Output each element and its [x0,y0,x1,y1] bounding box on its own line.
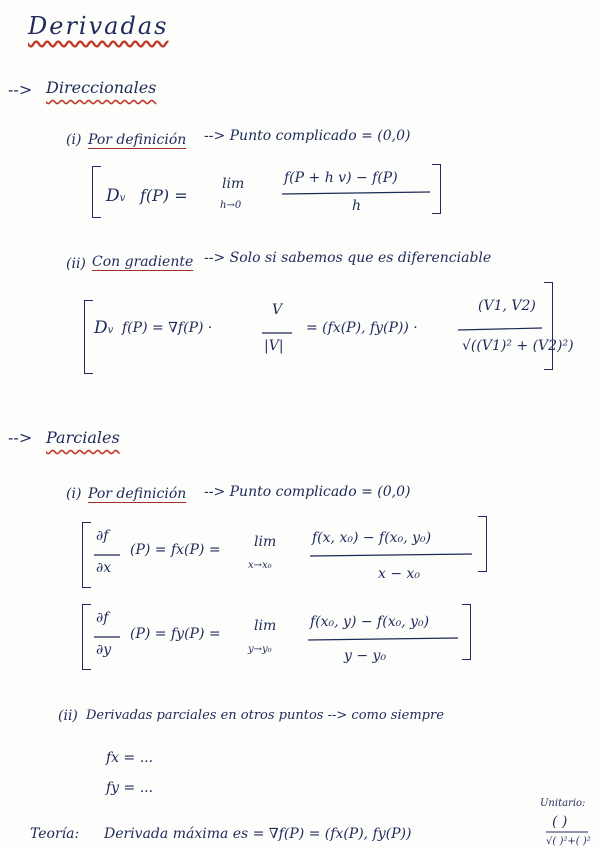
fraction-denominator: x − x₀ [378,566,421,582]
item-note: --> Punto complicado = (0,0) [204,484,411,500]
section-heading-parciales: Parciales [46,428,120,447]
limit-subscript: y→y₀ [248,644,272,655]
item-label: Por definición [88,132,187,148]
limit-subscript: h→0 [220,200,242,211]
fraction-denominator: y − y₀ [344,648,387,664]
section-arrow: --> [8,80,33,99]
item-label: Por definición [88,486,187,502]
section-heading-direccionales: Direccionales [46,78,157,97]
function-lhs: f(P) = [140,186,188,205]
limit-label: lim [254,618,277,634]
limit-label: lim [222,176,245,192]
unit-note-title: Unitario: [540,798,586,809]
item-number: (i) [66,486,82,502]
fraction-denominator: h [352,198,362,214]
theory-label: Teoría: [30,826,80,842]
limit-label: lim [254,534,277,550]
unit-note-numerator: ( ) [552,814,568,830]
item-note: --> Solo si sabemos que es diferenciable [204,250,492,266]
fx-line: fx = ... [106,750,154,766]
item-note: --> Punto complicado = (0,0) [204,128,411,144]
directional-operator: Dv [106,186,126,206]
partial-expression: (P) = fy(P) = [130,626,221,642]
vector-denominator: |V| [264,338,284,354]
fraction-numerator: f(x₀, y) − f(x₀, y₀) [310,614,430,630]
unit-note-denominator: √( )²+( )² [546,836,591,847]
partial-denominator: ∂x [96,560,112,576]
partial-numerator: ∂f [96,610,109,626]
directional-operator: Dv [94,318,114,338]
fraction-numerator: (V1, V2) [478,298,536,314]
item-text: Derivadas parciales en otros puntos --> como siempre [86,708,444,723]
partial-denominator: ∂y [96,642,112,658]
fraction-denominator: √((V1)² + (V2)²) [462,338,574,354]
gradient-expression: f(P) = ∇f(P) · [122,320,213,336]
item-number: (ii) [66,256,86,272]
vector-numerator: V [272,302,283,318]
fraction-numerator: f(x, x₀) − f(x₀, y₀) [312,530,432,546]
item-label: Con gradiente [92,254,194,270]
page-title: Derivadas [28,12,169,40]
partial-expression: (P) = fx(P) = [130,542,221,558]
partial-numerator: ∂f [96,528,109,544]
limit-subscript: x→x₀ [248,560,272,571]
theory-text: Derivada máxima es = ∇f(P) = (fx(P), fy(P)) [104,826,412,842]
item-number: (i) [66,132,82,148]
fy-line: fy = ... [106,780,154,796]
fraction-numerator: f(P + h v) − f(P) [284,170,398,186]
item-number: (ii) [58,708,78,724]
partials-expression: = (fx(P), fy(P)) · [306,320,418,336]
section-arrow: --> [8,428,33,447]
